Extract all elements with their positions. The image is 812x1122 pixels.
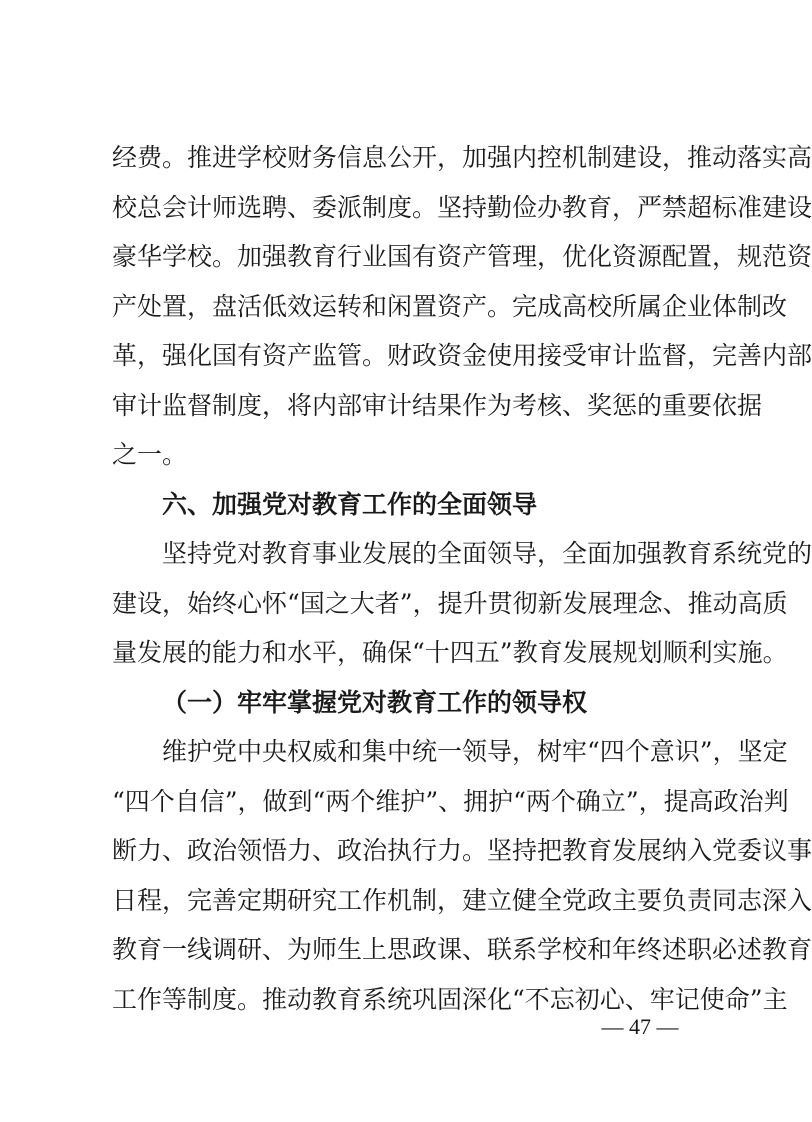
paragraph-3-line-4: 日程，完善定期研究工作机制，建立健全党政主要负责同志深入 [112,886,812,915]
paragraph-1-line-2: 校总会计师选聘、委派制度。坚持勤俭办教育，严禁超标准建设 [112,193,812,222]
paragraph-1-line-3: 豪华学校。加强教育行业国有资产管理，优化资源配置，规范资 [112,242,812,271]
paragraph-2-line-2: 建设，始终心怀“国之大者”，提升贯彻新发展理念、推动高质 [112,589,788,618]
paragraph-1-line-7: 之一。 [112,440,188,469]
section-heading: 六、加强党对教育工作的全面领导 [162,490,538,519]
paragraph-1-line-5: 革，强化国有资产监管。财政资金使用接受审计监督，完善内部 [112,341,812,370]
paragraph-1-line-6: 审计监督制度，将内部审计结果作为考核、奖惩的重要依据 [112,391,763,420]
paragraph-3-line-5: 教育一线调研、为师生上思政课、联系学校和年终述职必述教育 [112,935,812,964]
paragraph-3-line-1: 维护党中央权威和集中统一领导，树牢“四个意识”，坚定 [162,737,788,766]
paragraph-3-line-2: “四个自信”，做到“两个维护”、拥护“两个确立”，提高政治判 [112,787,789,816]
subsection-heading: （一）牢牢掌握党对教育工作的领导权 [162,688,588,717]
paragraph-3-line-3: 断力、政治领悟力、政治执行力。坚持把教育发展纳入党委议事 [112,836,812,865]
paragraph-2-line-3: 量发展的能力和水平，确保“十四五”教育发展规划顺利实施。 [112,638,788,667]
paragraph-1-line-1: 经费。推进学校财务信息公开，加强内控机制建设，推动落实高 [112,143,812,172]
paragraph-2-line-1: 坚持党对教育事业发展的全面领导，全面加强教育系统党的 [162,539,812,568]
page-number: — 47 — [601,1014,679,1039]
paragraph-3-line-6: 工作等制度。推动教育系统巩固深化“不忘初心、牢记使命”主 [112,985,788,1014]
paragraph-1-line-4: 产处置，盘活低效运转和闲置资产。完成高校所属企业体制改 [112,292,788,321]
